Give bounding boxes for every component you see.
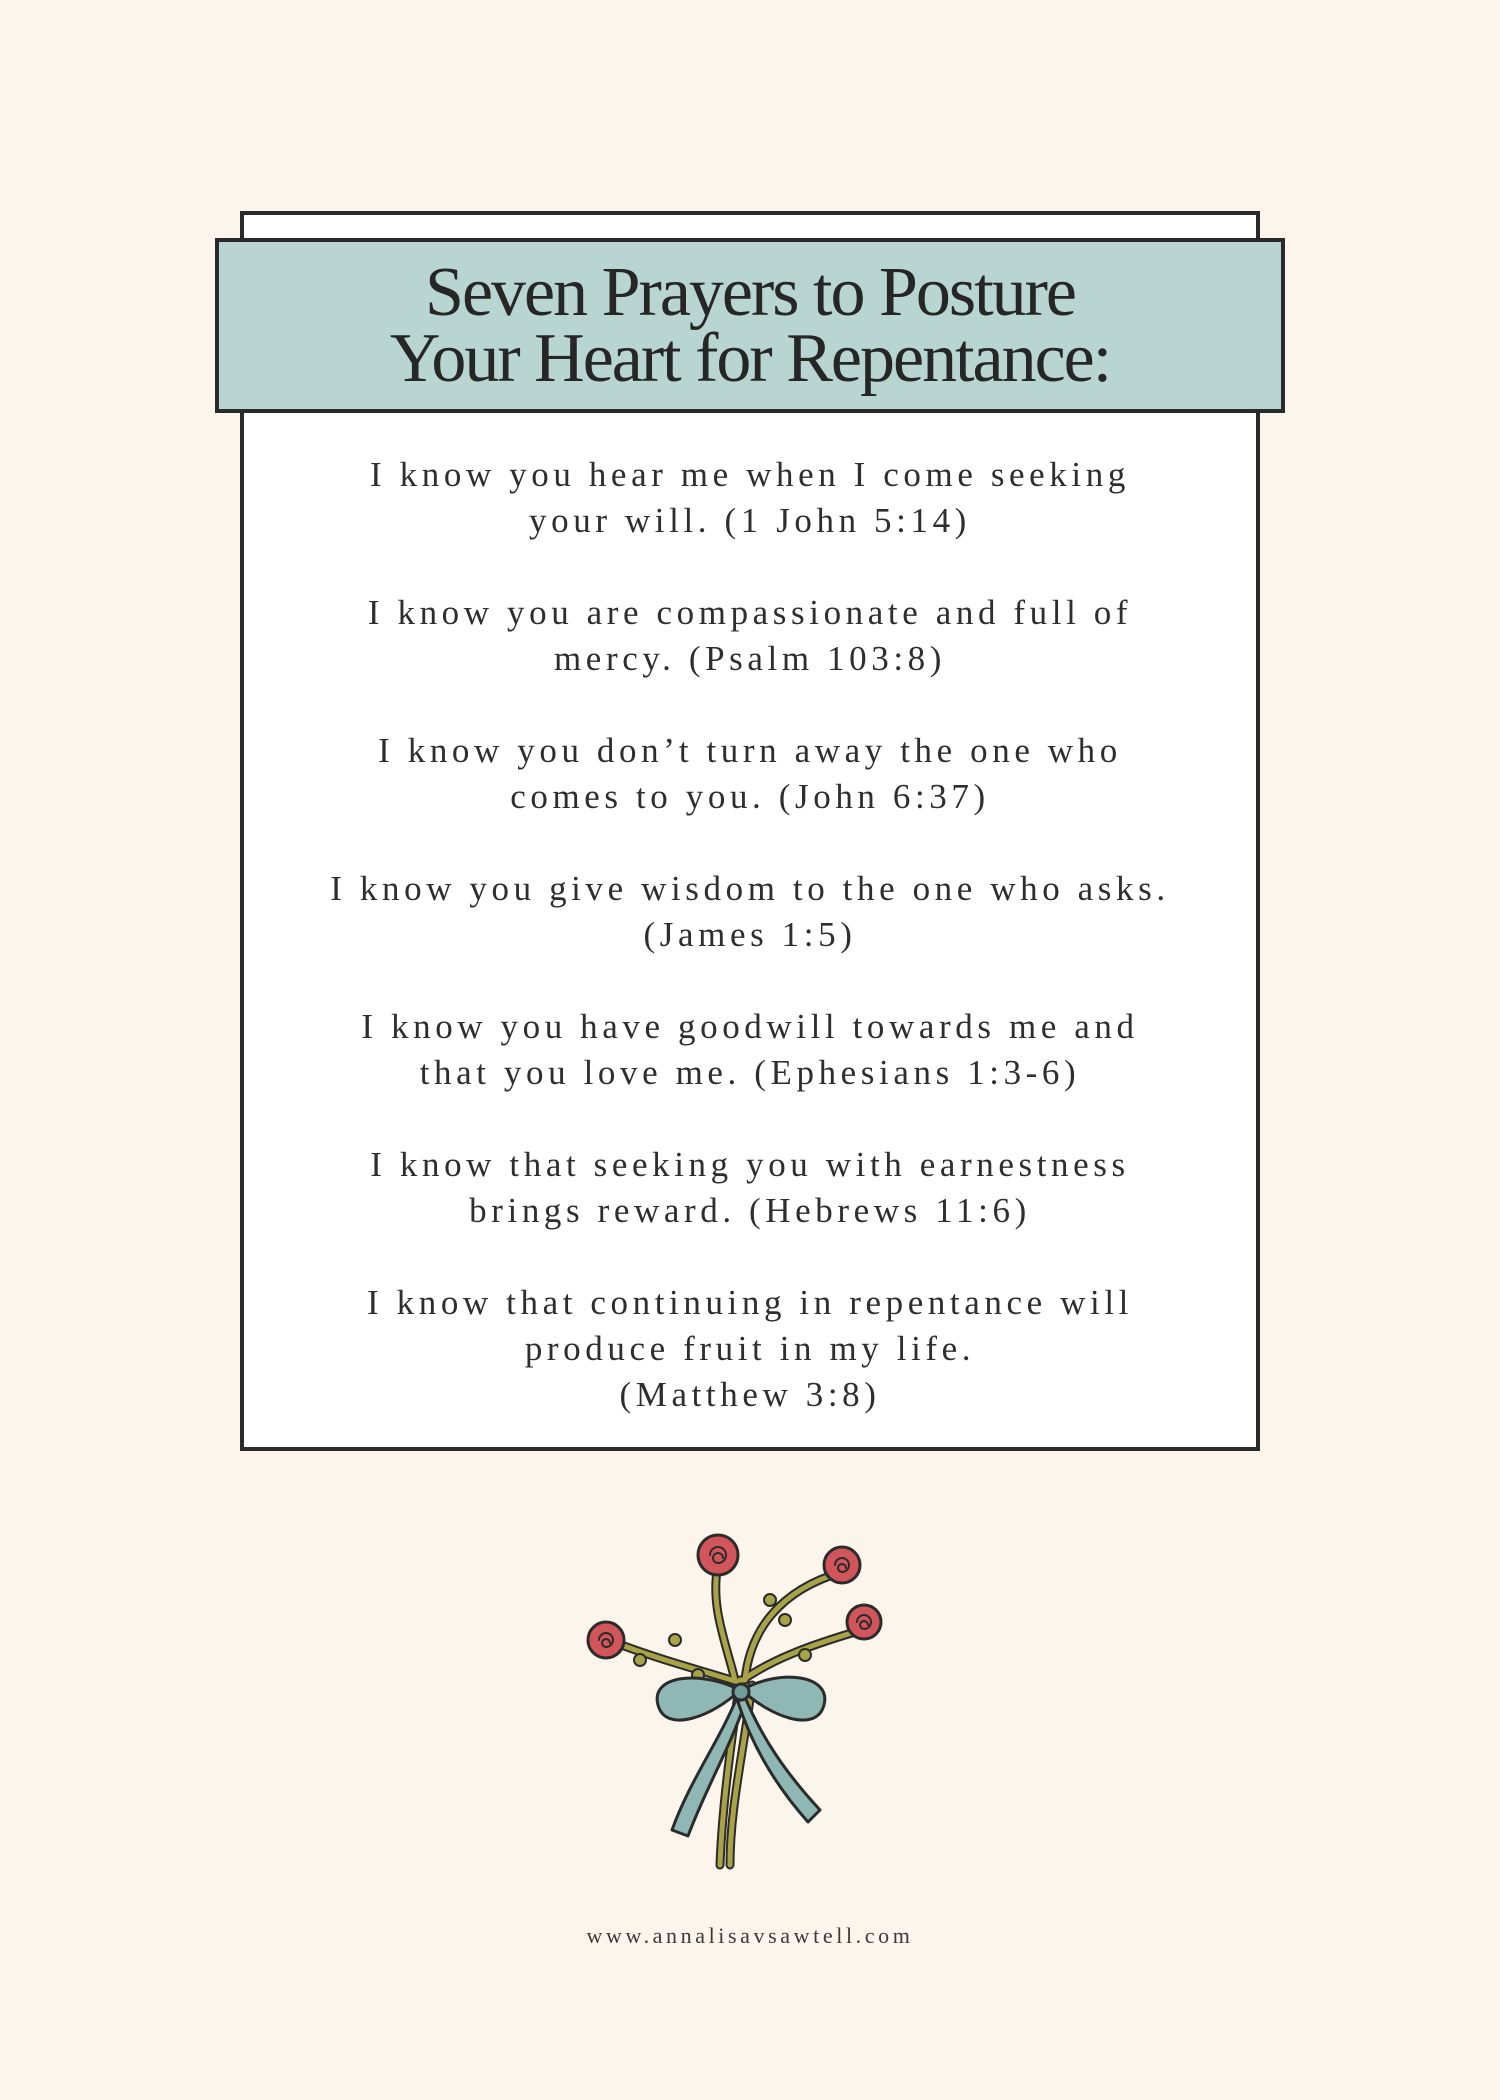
- prayer-item: [240, 1280, 1260, 1418]
- prayer-item: [240, 1004, 1260, 1096]
- flower-bouquet-icon: [580, 1510, 900, 1870]
- prayer-text-line: I know you are compassionate and full of: [367, 593, 1133, 632]
- prayer-list: [240, 452, 1260, 1464]
- prayer-text-line: I know you hear me when I come seeking: [370, 455, 1130, 494]
- prayer-text-line: your will. (1 John 5:14): [529, 501, 971, 540]
- website-url: www.annalisavsawtell.com: [586, 1923, 914, 1948]
- prayer-text-line: I know that seeking you with earnestness: [370, 1145, 1130, 1184]
- prayer-item: [240, 866, 1260, 958]
- prayer-text-line: I know you give wisdom to the one who asks.: [330, 869, 1170, 908]
- prayer-text-line: produce fruit in my life.: [524, 1329, 976, 1368]
- prayer-text-line: (James 1:5): [643, 915, 857, 954]
- prayer-text-line: (Matthew 3:8): [619, 1375, 881, 1414]
- prayer-text-line: I know you don’t turn away the one who: [378, 731, 1122, 770]
- prayer-text-line: I know that continuing in repentance will: [367, 1283, 1133, 1322]
- prayer-text-line: comes to you. (John 6:37): [510, 777, 990, 816]
- page-title-line-2: Your Heart for Repentance:: [389, 319, 1111, 397]
- prayer-item: [240, 590, 1260, 682]
- prayer-text-line: I know you have goodwill towards me and: [361, 1007, 1139, 1046]
- prayer-text-line: mercy. (Psalm 103:8): [553, 639, 947, 678]
- prayer-item: [240, 452, 1260, 544]
- prayer-item: [240, 728, 1260, 820]
- prayer-item: [240, 1142, 1260, 1234]
- page-title-line-1: Seven Prayers to Posture: [425, 253, 1075, 331]
- prayer-text-line: that you love me. (Ephesians 1:3-6): [419, 1053, 1081, 1092]
- title-banner: [215, 238, 1285, 413]
- prayer-text-line: brings reward. (Hebrews 11:6): [469, 1191, 1031, 1230]
